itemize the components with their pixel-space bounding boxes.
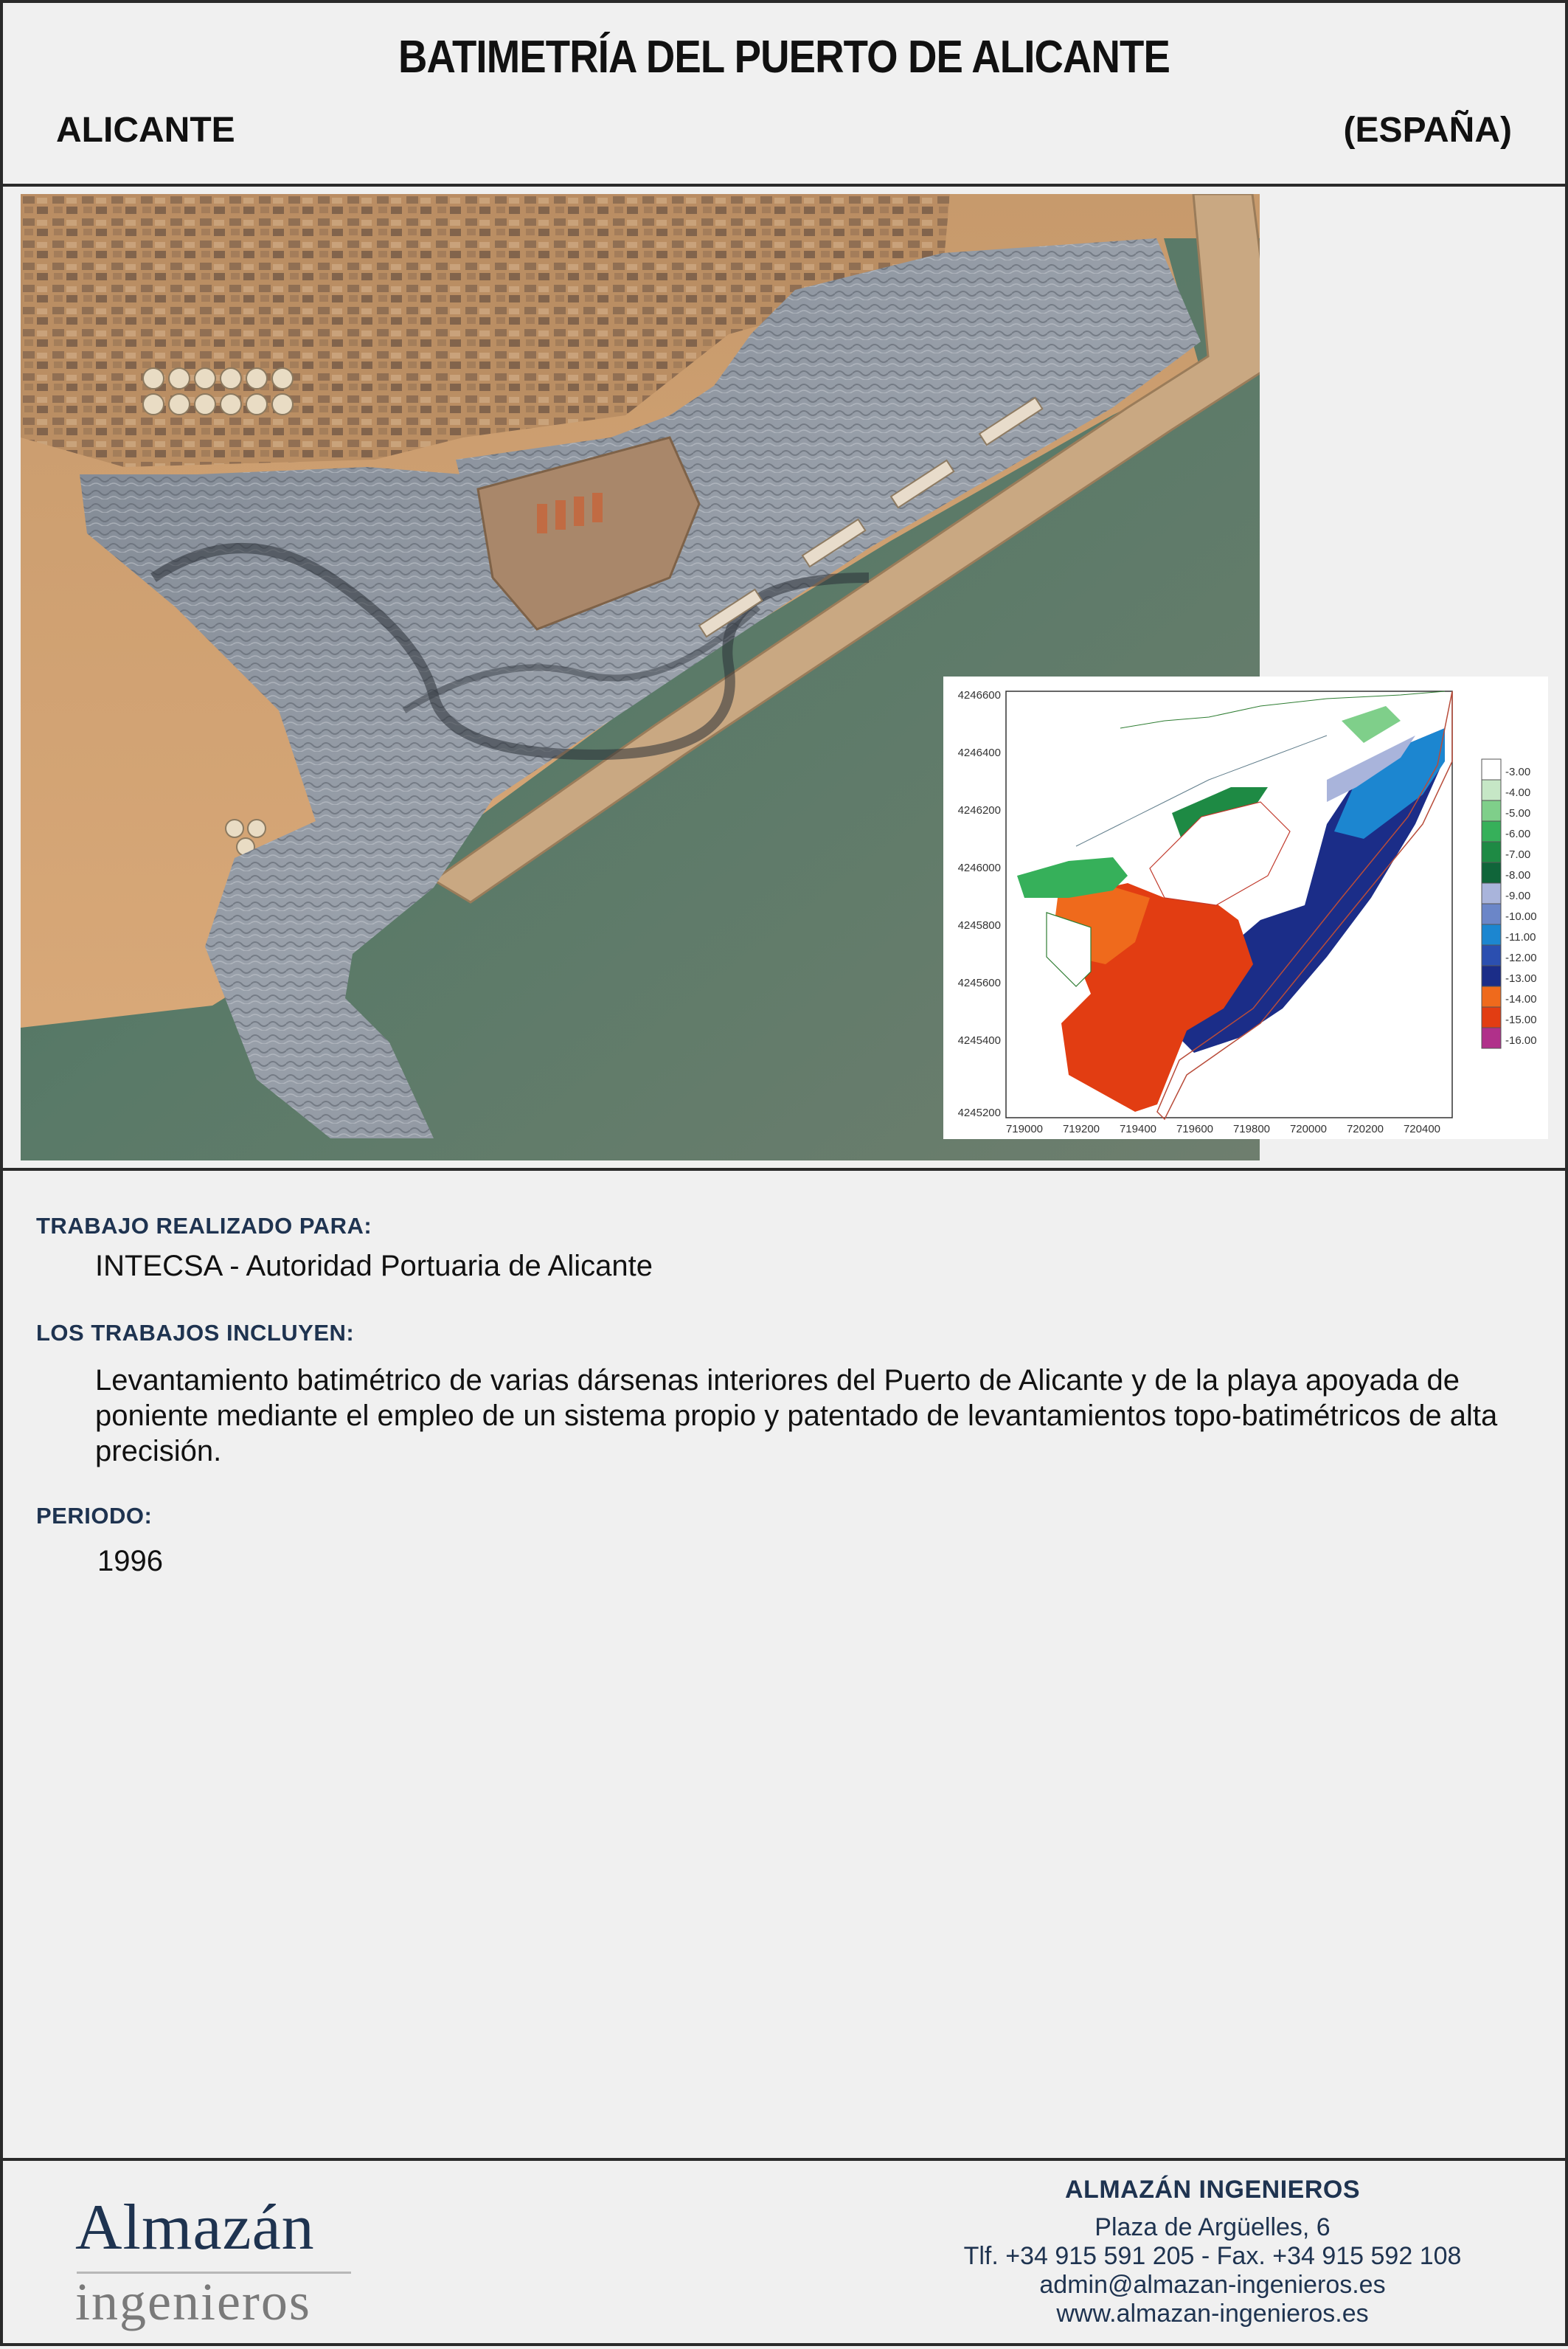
svg-text:-15.00: -15.00 — [1505, 1014, 1537, 1026]
y-tick-4: 4245800 — [957, 919, 1001, 932]
client-label: TRABAJO REALIZADO PARA: — [36, 1213, 372, 1239]
sheet-footer — [3, 2158, 1565, 2349]
svg-text:-3.00: -3.00 — [1505, 766, 1531, 778]
website-link[interactable]: www.almazan-ingenieros.es — [1056, 2300, 1369, 2328]
svg-text:-7.00: -7.00 — [1505, 848, 1531, 861]
period-label: PERIODO: — [36, 1503, 153, 1529]
x-tick-7: 720400 — [1403, 1123, 1441, 1135]
logo-name: Almazán — [75, 2192, 315, 2263]
period-text: 1996 — [97, 1545, 163, 1577]
y-tick-7: 4245200 — [957, 1107, 1001, 1119]
bathymetry-map — [943, 677, 1548, 1139]
company-logo — [75, 2190, 355, 2331]
svg-text:-16.00: -16.00 — [1505, 1034, 1537, 1047]
image-band — [3, 187, 1565, 1171]
works-label: LOS TRABAJOS INCLUYEN: — [36, 1320, 355, 1346]
location-city: ALICANTE — [56, 111, 235, 150]
contact-block — [917, 2176, 1508, 2328]
y-tick-0: 4246600 — [957, 689, 1001, 702]
svg-text:-9.00: -9.00 — [1505, 890, 1531, 902]
svg-text:-8.00: -8.00 — [1505, 869, 1531, 882]
y-tick-3: 4246000 — [957, 862, 1001, 874]
x-tick-1: 719200 — [1062, 1123, 1100, 1135]
sheet-header — [3, 3, 1565, 187]
svg-text:-12.00: -12.00 — [1505, 952, 1537, 964]
location-country: (ESPAÑA) — [1343, 111, 1512, 150]
svg-text:-5.00: -5.00 — [1505, 807, 1531, 820]
x-tick-2: 719400 — [1119, 1123, 1157, 1135]
address: Plaza de Argüelles, 6 — [1095, 2213, 1331, 2241]
email-link[interactable]: admin@almazan-ingenieros.es — [1039, 2271, 1386, 2299]
svg-text:-11.00: -11.00 — [1505, 931, 1536, 944]
client-text: INTECSA - Autoridad Portuaria de Alicante — [95, 1250, 653, 1282]
works-text: Levantamiento batimétrico de varias dársenas interiores del Puerto de Alicante y de la playa apoyada de poniente mediante el empleo de un sistema propio y patentado de levantamientos topo-batimétricos de alta precisión. — [95, 1364, 1498, 1467]
phone-fax: Tlf. +34 915 591 205 - Fax. +34 915 592 108 — [963, 2242, 1462, 2270]
x-tick-6: 720200 — [1346, 1123, 1384, 1135]
svg-text:-4.00: -4.00 — [1505, 786, 1531, 799]
page-title: BATIMETRÍA DEL PUERTO DE ALICANTE — [398, 32, 1170, 83]
y-tick-5: 4245600 — [957, 977, 1001, 989]
firm-name: ALMAZÁN INGENIEROS — [1065, 2176, 1360, 2204]
svg-text:-14.00: -14.00 — [1505, 993, 1537, 1006]
y-tick-2: 4246200 — [957, 804, 1001, 817]
x-tick-4: 719800 — [1232, 1123, 1271, 1135]
y-tick-1: 4246400 — [957, 747, 1001, 759]
x-tick-0: 719000 — [1005, 1123, 1044, 1135]
project-details — [3, 1171, 1565, 2158]
svg-text:-13.00: -13.00 — [1505, 972, 1537, 985]
x-tick-3: 719600 — [1176, 1123, 1214, 1135]
x-tick-5: 720000 — [1289, 1123, 1328, 1135]
svg-text:-10.00: -10.00 — [1505, 910, 1537, 923]
logo-subtitle: ingenieros — [75, 2272, 311, 2331]
y-tick-6: 4245400 — [957, 1034, 1001, 1047]
svg-text:-6.00: -6.00 — [1505, 828, 1531, 840]
